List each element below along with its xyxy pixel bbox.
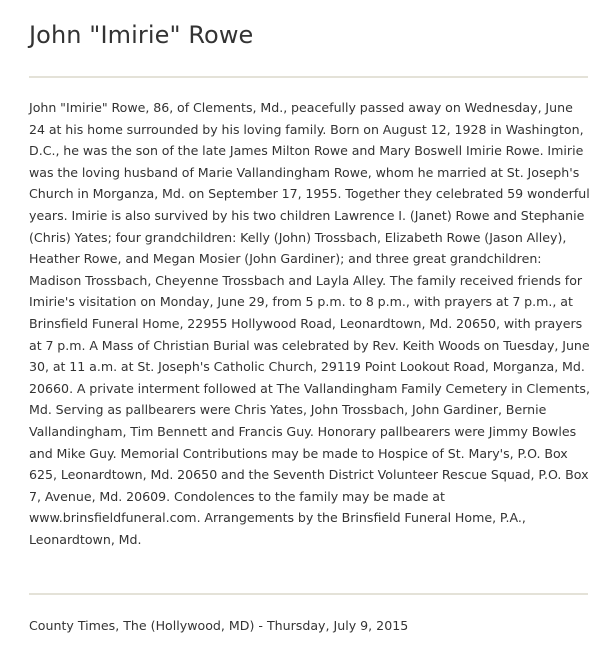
article-source: County Times, The (Hollywood, MD) - Thursday, July 9, 2015 — [29, 618, 409, 633]
source-divider — [29, 593, 588, 595]
article-title: John "Imirie" Rowe — [29, 21, 254, 49]
article-body: John "Imirie" Rowe, 86, of Clements, Md., peacefully passed away on Wednesday, June 24 at his home surrounded by his loving family. Born on August 12, 1928 in Washington, D.C., he was the son of the late James Milton Rowe and Mary Boswell Imirie Rowe. Imirie was the loving husband of Marie Vallandingham Rowe, whom he married at St. Joseph's Church in Morganza, Md. on September 17, 1955. Together they celebrated 59 wonderful years. Imirie is also survived by his two children Lawrence I. (Janet) Rowe and Stephanie (Chris) Yates; four grandchildren: Kelly (John) Trossbach, Elizabeth Rowe (Jason Alley), Heather Rowe, and Megan Mosier (John Gardiner); and three great grandchildren: Madison Trossbach, Cheyenne Trossbach and Layla Alley. The family received friends for Imirie's visitation on Monday, June 29, from 5 p.m. to 8 p.m., with prayers at 7 p.m., at Brinsfield Funeral Home, 22955 Hollywood Road, Leonardtown, Md. 20650, with prayers at 7 p.m. A Mass of Christian Burial was celebrated by Rev. Keith Woods on Tuesday, June 30, at 11 a.m. at St. Joseph's Catholic Church, 29119 Point Lookout Road, Morganza, Md. 20660. A private interment followed at The Vallandingham Family Cemetery in Clements, Md. Serving as pallbearers were Chris Yates, John Trossbach, John Gardiner, Bernie Vallandingham, Tim Bennett and Francis Guy. Honorary pallbearers were Jimmy Bowles and Mike Guy. Memorial Contributions may be made to Hospice of St. Mary's, P.O. Box 625, Leonardtown, Md. 20650 and the Seventh District Volunteer Rescue Squad, P.O. Box 7, Avenue, Md. 20609. Condolences to the family may be made at www.brinsfieldfuneral.com. Arrangements by the Brinsfield Funeral Home, P.A., Leonardtown, Md. — [29, 100, 590, 547]
title-divider — [29, 76, 588, 78]
